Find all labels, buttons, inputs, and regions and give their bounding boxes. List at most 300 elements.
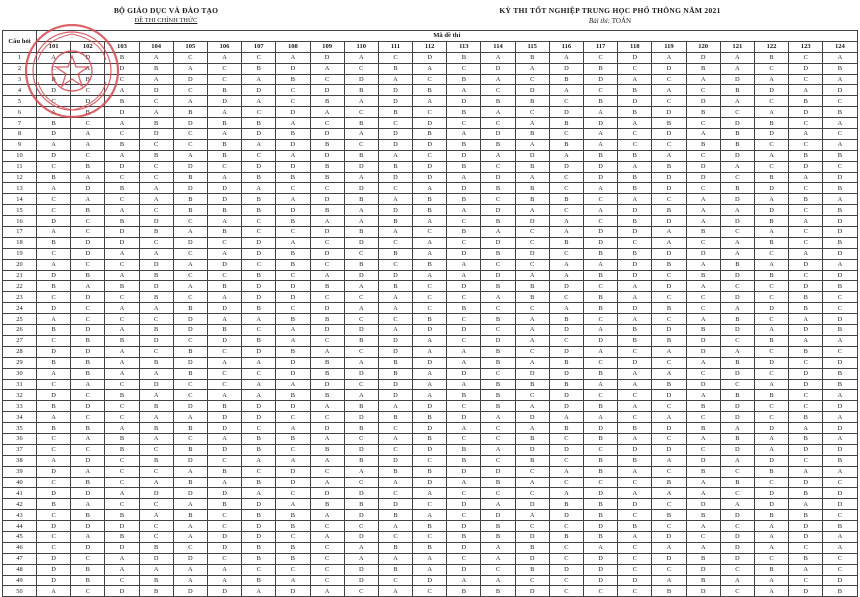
question-number-cell: 8	[3, 129, 37, 140]
answer-cell: C	[515, 107, 549, 118]
answer-cell: B	[789, 150, 823, 161]
ministry-name: BỘ GIÁO DỤC VÀ ĐÀO TẠO	[113, 6, 219, 15]
answer-cell: D	[652, 281, 686, 292]
answer-cell: A	[139, 248, 173, 259]
answer-cell: D	[686, 96, 720, 107]
answer-cell: A	[584, 183, 618, 194]
answer-cell: D	[823, 575, 857, 586]
answer-cell: C	[686, 237, 720, 248]
answer-cell: A	[37, 107, 71, 118]
answer-cell: C	[344, 346, 378, 357]
answer-cell: C	[584, 444, 618, 455]
answer-cell: B	[310, 96, 344, 107]
answer-cell: B	[37, 401, 71, 412]
answer-cell: B	[686, 227, 720, 238]
answer-cell: C	[754, 368, 788, 379]
answer-cell: A	[515, 63, 549, 74]
answer-cell: D	[242, 292, 276, 303]
answer-cell: B	[652, 379, 686, 390]
answer-cell: D	[71, 292, 105, 303]
answer-cell: D	[344, 237, 378, 248]
answer-cell: A	[481, 444, 515, 455]
answer-cell: C	[207, 63, 241, 74]
answer-cell: B	[652, 303, 686, 314]
question-number-cell: 16	[3, 216, 37, 227]
answer-cell: B	[37, 325, 71, 336]
answer-cell: A	[720, 499, 754, 510]
answer-cell: A	[720, 346, 754, 357]
answer-cell: A	[686, 259, 720, 270]
answer-cell: A	[71, 194, 105, 205]
answer-cell: B	[481, 401, 515, 412]
table-row	[3, 488, 858, 499]
answer-cell: D	[686, 248, 720, 259]
answer-cell: C	[276, 85, 310, 96]
answer-cell: C	[242, 227, 276, 238]
answer-cell: D	[652, 248, 686, 259]
answer-cell: B	[310, 161, 344, 172]
answer-cell: D	[720, 325, 754, 336]
answer-cell: A	[37, 412, 71, 423]
answer-cell: B	[720, 183, 754, 194]
answer-cell: A	[481, 227, 515, 238]
answer-cell: A	[720, 96, 754, 107]
answer-cell: C	[344, 139, 378, 150]
answer-cell: A	[823, 335, 857, 346]
answer-cell: D	[686, 161, 720, 172]
answer-cell: A	[720, 423, 754, 434]
answer-cell: A	[549, 216, 583, 227]
answer-cell: A	[549, 52, 583, 63]
question-number-cell: 2	[3, 63, 37, 74]
answer-cell: A	[413, 183, 447, 194]
answer-cell: C	[310, 292, 344, 303]
answer-cell: B	[720, 314, 754, 325]
answer-cell: C	[618, 564, 652, 575]
answer-cell: C	[584, 357, 618, 368]
answer-cell: B	[173, 423, 207, 434]
answer-cell: C	[378, 314, 412, 325]
answer-cell: D	[652, 423, 686, 434]
answer-cell: C	[584, 314, 618, 325]
answer-cell: A	[139, 303, 173, 314]
answer-cell: A	[413, 63, 447, 74]
answer-cell: B	[549, 314, 583, 325]
table-row	[3, 499, 858, 510]
answer-cell: B	[105, 281, 139, 292]
answer-cell: A	[754, 259, 788, 270]
answer-cell: B	[378, 248, 412, 259]
answer-cell: B	[413, 314, 447, 325]
answer-cell: B	[618, 150, 652, 161]
answer-cell: C	[105, 172, 139, 183]
answer-cell: C	[378, 237, 412, 248]
answer-cell: C	[652, 292, 686, 303]
answer-cell: C	[515, 74, 549, 85]
answer-cell: A	[139, 433, 173, 444]
answer-cell: D	[413, 161, 447, 172]
table-row	[3, 161, 858, 172]
answer-cell: C	[481, 325, 515, 336]
exam-code-header: 105	[173, 41, 207, 52]
answer-cell: B	[652, 259, 686, 270]
answer-cell: C	[413, 455, 447, 466]
answer-cell: C	[686, 303, 720, 314]
answer-cell: A	[310, 346, 344, 357]
answer-cell: D	[310, 248, 344, 259]
answer-cell: B	[481, 477, 515, 488]
answer-cell: D	[447, 499, 481, 510]
answer-cell: B	[447, 161, 481, 172]
answer-cell: D	[173, 74, 207, 85]
answer-cell: B	[447, 139, 481, 150]
answer-cell: C	[652, 96, 686, 107]
answer-cell: A	[378, 553, 412, 564]
answer-cell: D	[105, 107, 139, 118]
answer-cell: D	[823, 85, 857, 96]
answer-cell: C	[71, 444, 105, 455]
answer-cell: D	[481, 237, 515, 248]
answer-cell: C	[754, 281, 788, 292]
answer-cell: D	[173, 553, 207, 564]
answer-cell: C	[173, 85, 207, 96]
answer-cell: B	[207, 281, 241, 292]
answer-cell: B	[447, 74, 481, 85]
answer-cell: C	[139, 139, 173, 150]
answer-cell: A	[652, 237, 686, 248]
answer-cell: B	[413, 412, 447, 423]
answer-cell: A	[173, 63, 207, 74]
answer-cell: B	[584, 150, 618, 161]
answer-cell: A	[413, 488, 447, 499]
answer-cell: C	[584, 52, 618, 63]
table-row	[3, 390, 858, 401]
answer-cell: B	[618, 107, 652, 118]
answer-cell: C	[37, 477, 71, 488]
answer-cell: D	[37, 466, 71, 477]
answer-cell: A	[618, 531, 652, 542]
answer-cell: B	[37, 281, 71, 292]
answer-cell: B	[310, 499, 344, 510]
answer-cell: C	[549, 553, 583, 564]
answer-cell: C	[242, 325, 276, 336]
answer-cell: B	[686, 553, 720, 564]
answer-cell: D	[789, 107, 823, 118]
answer-cell: C	[618, 237, 652, 248]
answer-cell: A	[173, 281, 207, 292]
answer-cell: D	[173, 314, 207, 325]
answer-cell: A	[754, 542, 788, 553]
answer-cell: C	[37, 96, 71, 107]
table-row	[3, 63, 858, 74]
answer-cell: A	[37, 259, 71, 270]
document-header-right	[430, 6, 790, 25]
answer-cell: A	[789, 335, 823, 346]
answer-cell: C	[515, 227, 549, 238]
answer-cell: A	[139, 74, 173, 85]
answer-cell: A	[207, 292, 241, 303]
answer-cell: D	[823, 499, 857, 510]
answer-cell: D	[652, 216, 686, 227]
answer-cell: A	[686, 357, 720, 368]
answer-cell: B	[549, 499, 583, 510]
answer-cell: B	[823, 325, 857, 336]
answer-cell: C	[549, 433, 583, 444]
answer-cell: A	[242, 357, 276, 368]
answer-cell: C	[447, 63, 481, 74]
answer-cell: D	[720, 510, 754, 521]
question-number-cell: 44	[3, 521, 37, 532]
answer-cell: C	[310, 564, 344, 575]
answer-cell: D	[378, 85, 412, 96]
answer-cell: B	[413, 129, 447, 140]
answer-cell: A	[276, 237, 310, 248]
answer-cell: D	[173, 118, 207, 129]
answer-cell: C	[71, 259, 105, 270]
answer-cell: B	[71, 564, 105, 575]
answer-cell: A	[276, 118, 310, 129]
answer-cell: D	[207, 531, 241, 542]
answer-cell: B	[823, 379, 857, 390]
question-number-cell: 31	[3, 379, 37, 390]
answer-cell: D	[173, 357, 207, 368]
answer-cell: A	[105, 488, 139, 499]
answer-cell: D	[139, 379, 173, 390]
question-number-cell: 23	[3, 292, 37, 303]
answer-cell: C	[207, 161, 241, 172]
answer-cell: A	[37, 227, 71, 238]
answer-cell: A	[686, 542, 720, 553]
answer-cell: D	[207, 335, 241, 346]
answer-cell: A	[789, 499, 823, 510]
answer-cell: A	[378, 150, 412, 161]
answer-cell: D	[447, 466, 481, 477]
answer-cell: C	[789, 74, 823, 85]
answer-cell: D	[207, 586, 241, 597]
answer-cell: C	[139, 444, 173, 455]
answer-cell: B	[652, 205, 686, 216]
answer-cell: D	[276, 139, 310, 150]
answer-cell: A	[823, 531, 857, 542]
answer-cell: A	[823, 542, 857, 553]
answer-cell: B	[789, 553, 823, 564]
answer-cell: B	[481, 521, 515, 532]
answer-cell: D	[823, 172, 857, 183]
answer-cell: C	[413, 499, 447, 510]
answer-cell: A	[823, 466, 857, 477]
answer-cell: A	[37, 586, 71, 597]
table-row	[3, 96, 858, 107]
answer-cell: C	[242, 150, 276, 161]
answer-cell: B	[344, 423, 378, 434]
answer-cell: D	[584, 423, 618, 434]
answer-cell: A	[515, 205, 549, 216]
answer-cell: A	[413, 390, 447, 401]
answer-cell: C	[515, 488, 549, 499]
answer-cell: C	[105, 466, 139, 477]
answer-cell: D	[276, 161, 310, 172]
answer-cell: D	[720, 216, 754, 227]
answer-cell: B	[618, 335, 652, 346]
answer-cell: C	[481, 455, 515, 466]
answer-cell: B	[686, 139, 720, 150]
answer-cell: C	[754, 412, 788, 423]
answer-cell: B	[447, 455, 481, 466]
answer-cell: D	[447, 368, 481, 379]
answer-cell: B	[686, 63, 720, 74]
answer-cell: A	[276, 499, 310, 510]
answer-cell: B	[584, 368, 618, 379]
answer-rows	[3, 52, 858, 597]
answer-cell: A	[139, 390, 173, 401]
answer-cell: D	[618, 357, 652, 368]
answer-cell: C	[105, 314, 139, 325]
table-row	[3, 401, 858, 412]
answer-cell: A	[276, 379, 310, 390]
answer-cell: B	[378, 368, 412, 379]
answer-cell: B	[173, 346, 207, 357]
answer-cell: C	[515, 390, 549, 401]
answer-cell: A	[105, 248, 139, 259]
answer-cell: D	[549, 444, 583, 455]
answer-cell: D	[71, 52, 105, 63]
answer-cell: A	[584, 412, 618, 423]
answer-cell: B	[652, 586, 686, 597]
answer-cell: A	[378, 477, 412, 488]
answer-cell: B	[71, 74, 105, 85]
answer-cell: D	[823, 423, 857, 434]
answer-cell: A	[686, 488, 720, 499]
answer-cell: A	[344, 281, 378, 292]
answer-cell: C	[173, 335, 207, 346]
answer-cell: D	[413, 325, 447, 336]
answer-cell: B	[71, 335, 105, 346]
question-number-cell: 48	[3, 564, 37, 575]
answer-cell: C	[720, 466, 754, 477]
answer-cell: B	[413, 542, 447, 553]
answer-cell: B	[71, 477, 105, 488]
answer-cell: C	[652, 401, 686, 412]
answer-cell: A	[618, 74, 652, 85]
answer-cell: A	[378, 401, 412, 412]
answer-cell: C	[139, 499, 173, 510]
answer-cell: B	[823, 455, 857, 466]
answer-cell: D	[754, 488, 788, 499]
answer-cell: B	[173, 444, 207, 455]
table-row	[3, 455, 858, 466]
answer-cell: B	[37, 172, 71, 183]
answer-cell: B	[344, 499, 378, 510]
answer-cell: B	[276, 521, 310, 532]
answer-cell: A	[105, 423, 139, 434]
exam-code-group-header: Mã đề thi	[37, 31, 858, 42]
question-number-cell: 13	[3, 183, 37, 194]
answer-cell: A	[618, 401, 652, 412]
answer-cell: A	[242, 488, 276, 499]
answer-cell: C	[207, 346, 241, 357]
answer-cell: B	[515, 542, 549, 553]
answer-cell: D	[139, 85, 173, 96]
answer-cell: B	[754, 172, 788, 183]
answer-cell: C	[652, 139, 686, 150]
answer-cell: A	[584, 259, 618, 270]
answer-cell: B	[207, 499, 241, 510]
answer-cell: B	[584, 248, 618, 259]
answer-cell: B	[754, 237, 788, 248]
answer-cell: A	[413, 379, 447, 390]
question-number-cell: 17	[3, 227, 37, 238]
answer-cell: B	[378, 281, 412, 292]
exam-code-header: 122	[754, 41, 788, 52]
answer-cell: B	[105, 216, 139, 227]
answer-cell: A	[481, 150, 515, 161]
answer-cell: C	[481, 194, 515, 205]
answer-cell: A	[686, 521, 720, 532]
table-row	[3, 531, 858, 542]
exam-title: KỲ THI TỐT NGHIỆP TRUNG HỌC PHỔ THÔNG NĂM 2021	[499, 6, 721, 15]
table-row	[3, 259, 858, 270]
document-header-left	[66, 6, 266, 24]
answer-cell: C	[207, 368, 241, 379]
answer-cell: C	[310, 542, 344, 553]
subject-label: Bài thi:	[588, 17, 611, 25]
answer-cell: C	[515, 575, 549, 586]
answer-cell: B	[242, 553, 276, 564]
answer-cell: A	[549, 412, 583, 423]
table-row	[3, 52, 858, 63]
answer-cell: D	[584, 74, 618, 85]
answer-cell: B	[344, 194, 378, 205]
answer-cell: C	[618, 139, 652, 150]
answer-cell: B	[515, 379, 549, 390]
answer-cell: C	[276, 488, 310, 499]
answer-cell: A	[515, 172, 549, 183]
answer-cell: B	[549, 194, 583, 205]
answer-cell: D	[447, 325, 481, 336]
answer-cell: B	[481, 281, 515, 292]
answer-cell: B	[344, 150, 378, 161]
answer-cell: D	[276, 368, 310, 379]
answer-cell: D	[139, 259, 173, 270]
answer-cell: A	[823, 194, 857, 205]
answer-cell: B	[207, 118, 241, 129]
answer-cell: D	[276, 107, 310, 118]
answer-cell: C	[71, 118, 105, 129]
table-row	[3, 216, 858, 227]
answer-cell: A	[344, 390, 378, 401]
answer-cell: A	[720, 161, 754, 172]
answer-cell: D	[173, 586, 207, 597]
answer-cell: A	[686, 390, 720, 401]
answer-cell: B	[139, 542, 173, 553]
answer-cell: D	[549, 281, 583, 292]
answer-cell: B	[584, 96, 618, 107]
answer-cell: D	[310, 303, 344, 314]
answer-cell: C	[173, 248, 207, 259]
answer-cell: D	[37, 488, 71, 499]
answer-cell: C	[652, 194, 686, 205]
answer-cell: D	[618, 444, 652, 455]
answer-cell: B	[139, 150, 173, 161]
question-number-cell: 35	[3, 423, 37, 434]
answer-cell: A	[207, 314, 241, 325]
answer-cell: A	[823, 52, 857, 63]
answer-cell: B	[686, 575, 720, 586]
answer-cell: D	[447, 150, 481, 161]
answer-cell: A	[276, 150, 310, 161]
answer-cell: C	[789, 227, 823, 238]
answer-cell: D	[207, 259, 241, 270]
